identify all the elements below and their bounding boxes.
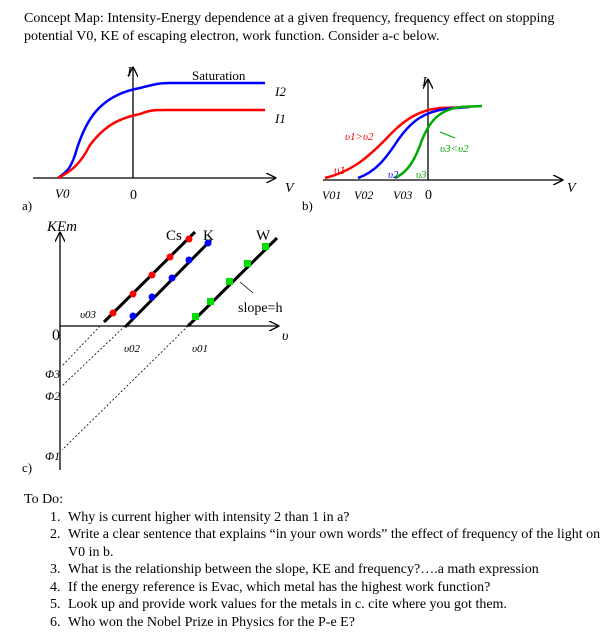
todo-item: 5. Look up and provide work values for the metals in c. cite where you got them. <box>64 596 604 614</box>
panel-b <box>302 75 577 213</box>
i1-label: I1 <box>275 111 286 126</box>
todo-section <box>24 491 604 631</box>
panel-c <box>22 219 288 475</box>
c-y-label: KEm <box>47 219 77 235</box>
b-label: b) <box>302 198 313 213</box>
cs-label: Cs <box>166 228 182 244</box>
v01-label: V01 <box>322 188 342 202</box>
todo-item: 6. Who won the Nobel Prize in Physics for the P-e E? <box>64 614 604 632</box>
saturation-label: Saturation <box>192 68 246 83</box>
b-zero-label: 0 <box>425 188 432 203</box>
b-x-label: V <box>567 181 576 196</box>
c-x-label: υ <box>282 329 289 344</box>
v02-label: V02 <box>354 188 374 202</box>
c-zero-label: 0 <box>52 327 60 344</box>
nu2-label: υ2 <box>388 169 399 181</box>
nu1-label: υ1 <box>334 163 346 177</box>
phi2-label: Φ2 <box>45 389 61 403</box>
nu02-label: υ02 <box>124 343 141 355</box>
nu3-lt-nu2-note: υ3<υ2 <box>440 143 469 155</box>
v03-label: V03 <box>393 188 413 202</box>
v0-label: V0 <box>55 186 70 201</box>
todo-item: 1. Why is current higher with intensity 2 than 1 in a? <box>64 509 604 527</box>
nu03-label: υ03 <box>80 309 97 321</box>
a-zero-label: 0 <box>130 188 137 203</box>
phi1-label: Φ1 <box>45 449 61 463</box>
todo-item: 2. Write a clear sentence that explains “in your own words” the effect of frequency of the light on V0 in b. <box>64 526 604 561</box>
panel-a <box>22 65 295 213</box>
todo-item: 3. What is the relationship between the slope, KE and frequency?….a math expression <box>64 561 604 579</box>
a-label: a) <box>22 198 33 213</box>
slope-label: slope=h <box>238 301 283 316</box>
k-label: K <box>203 228 214 244</box>
a-y-label: I <box>127 65 132 80</box>
w-label: W <box>256 228 271 244</box>
nu1-gt-nu2-note: υ1>υ2 <box>345 131 374 143</box>
curve-nu3 <box>395 106 482 178</box>
c-label: c) <box>22 460 33 475</box>
curve-i2 <box>58 83 265 178</box>
todo-item: 4. If the energy reference is Evac, which metal has the highest work function? <box>64 579 604 597</box>
b-y-label: I <box>422 75 427 90</box>
nu01-label: υ01 <box>192 343 209 355</box>
a-x-label: V <box>285 181 294 196</box>
i2-label: I2 <box>275 84 286 99</box>
nu3-label: υ3 <box>416 169 427 181</box>
intro-text: Concept Map: Intensity-Energy dependence at a given frequency, frequency effect on stopping potential V0, KE of escaping electron, work function. Consider a-c below. <box>24 11 555 44</box>
phi3-label: Φ3 <box>45 367 61 381</box>
todo-title: To Do: <box>24 492 64 507</box>
todo-list <box>24 509 604 632</box>
